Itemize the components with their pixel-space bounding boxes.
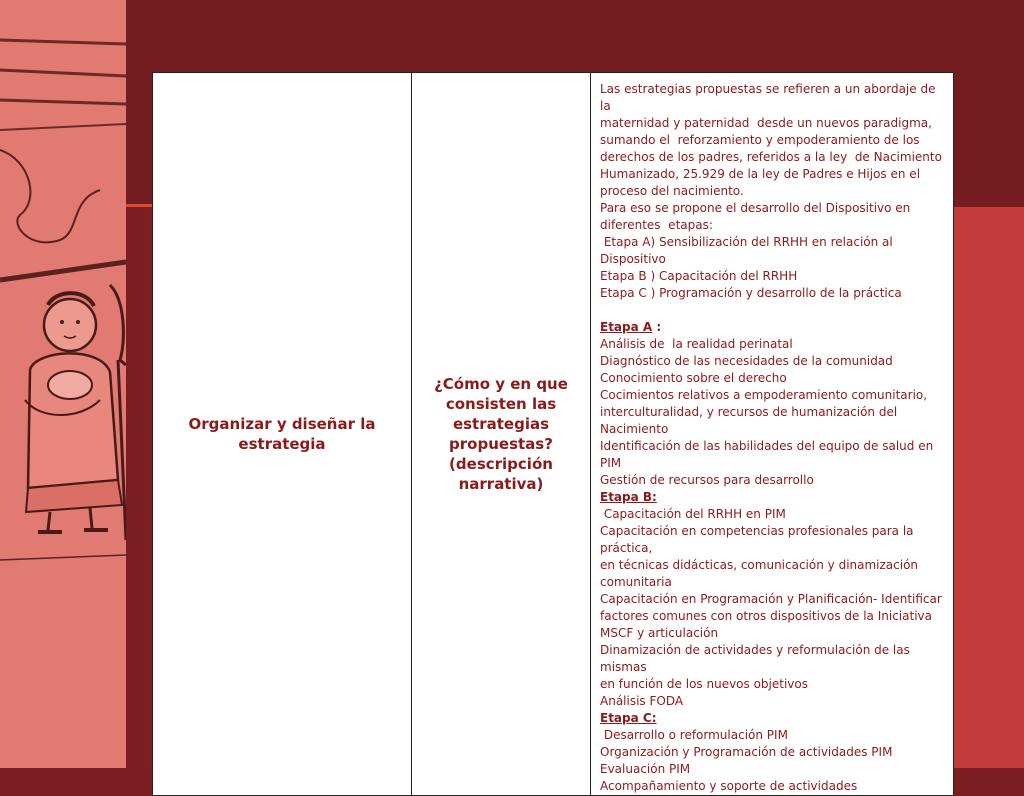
stage-c-item: Evaluación PIM: [600, 762, 691, 776]
stage-b-item: Análisis FODA: [600, 694, 684, 708]
stage-a-item: Identificación de las habilidades del equipo de salud en PIM: [600, 439, 938, 470]
intro-line: maternidad y paternidad desde un nuevos paradigma,: [600, 116, 932, 130]
stage-a-item: interculturalidad, y recursos de humanización del: [600, 405, 898, 419]
right-accent-strip: [954, 207, 1024, 768]
stage-a-title: Etapa A: [600, 320, 653, 334]
stage-c-item: Desarrollo o reformulación PIM: [600, 728, 788, 742]
strategy-heading-cell: [153, 73, 412, 796]
stage-b-block: [600, 489, 945, 710]
question-heading: ¿Cómo y en que consisten las estrategias propuestas? (descripción narrativa): [434, 375, 568, 493]
intro-block: [600, 81, 945, 302]
stage-a-item: Diagnóstico de las necesidades de la comunidad: [600, 354, 893, 368]
stage-b-item: en función de los nuevos objetivos: [600, 677, 809, 691]
stage-b-item: Capacitación en Programación y Planificación- Identificar: [600, 592, 942, 606]
strategy-heading: Organizar y diseñar la estrategia: [188, 415, 376, 453]
stage-c-item: Acompañamiento y soporte de actividades: [600, 779, 858, 793]
intro-line: Etapa B ) Capacitación del RRHH: [600, 269, 798, 283]
accent-divider: [126, 204, 152, 207]
stage-b-item: comunitaria: [600, 575, 672, 589]
intro-line: Etapa A) Sensibilización del RRHH en relación al Dispositivo: [600, 235, 897, 266]
stage-b-item: MSCF y articulación: [600, 626, 719, 640]
stage-b-item: factores comunes con otros dispositivos de la Iniciativa: [600, 609, 932, 623]
stage-b-item: Capacitación en competencias profesionales para la práctica,: [600, 524, 918, 555]
table-row: [153, 73, 954, 796]
stage-b-item: Capacitación del RRHH en PIM: [600, 507, 786, 521]
intro-line: diferentes etapas:: [600, 218, 713, 232]
stage-a-heading: [600, 319, 945, 336]
intro-line: proceso del nacimiento.: [600, 184, 744, 198]
intro-line: derechos de los padres, referidos a la ley de Nacimiento: [600, 150, 942, 164]
stage-c-block: [600, 710, 945, 795]
strategy-table: [152, 72, 954, 796]
intro-line: Las estrategias propuestas se refieren a un abordaje de la: [600, 82, 940, 113]
intro-line: sumando el reforzamiento y empoderamiento de los: [600, 133, 920, 147]
blank-line: [600, 302, 945, 319]
intro-line: Etapa C ) Programación y desarrollo de la práctica: [600, 286, 902, 300]
mother-child-illustration: [0, 0, 126, 768]
stage-c-title: Etapa C:: [600, 711, 657, 725]
decorative-illustration-panel: [0, 0, 126, 768]
stage-b-item: Dinamización de actividades y reformulación de las mismas: [600, 643, 914, 674]
intro-line: Humanizado, 25.929 de la ley de Padres e Hijos en el: [600, 167, 921, 181]
stage-a-item: Conocimiento sobre el derecho: [600, 371, 787, 385]
stage-a-item: Nacimiento: [600, 422, 669, 436]
stage-a-colon: :: [652, 320, 662, 334]
stage-b-item: en técnicas didácticas, comunicación y dinamización: [600, 558, 919, 572]
stage-a-item: Cocimientos relativos a empoderamiento comunitario,: [600, 388, 928, 402]
stage-a-item: Gestión de recursos para desarrollo: [600, 473, 814, 487]
intro-line: Para eso se propone el desarrollo del Dispositivo en: [600, 201, 911, 215]
stage-c-item: Organización y Programación de actividades PIM: [600, 745, 893, 759]
stage-a-block: [600, 319, 945, 489]
stage-b-title: Etapa B:: [600, 490, 657, 504]
stage-a-item: Análisis de la realidad perinatal: [600, 337, 793, 351]
description-cell: [591, 73, 954, 796]
question-cell: [412, 73, 591, 796]
